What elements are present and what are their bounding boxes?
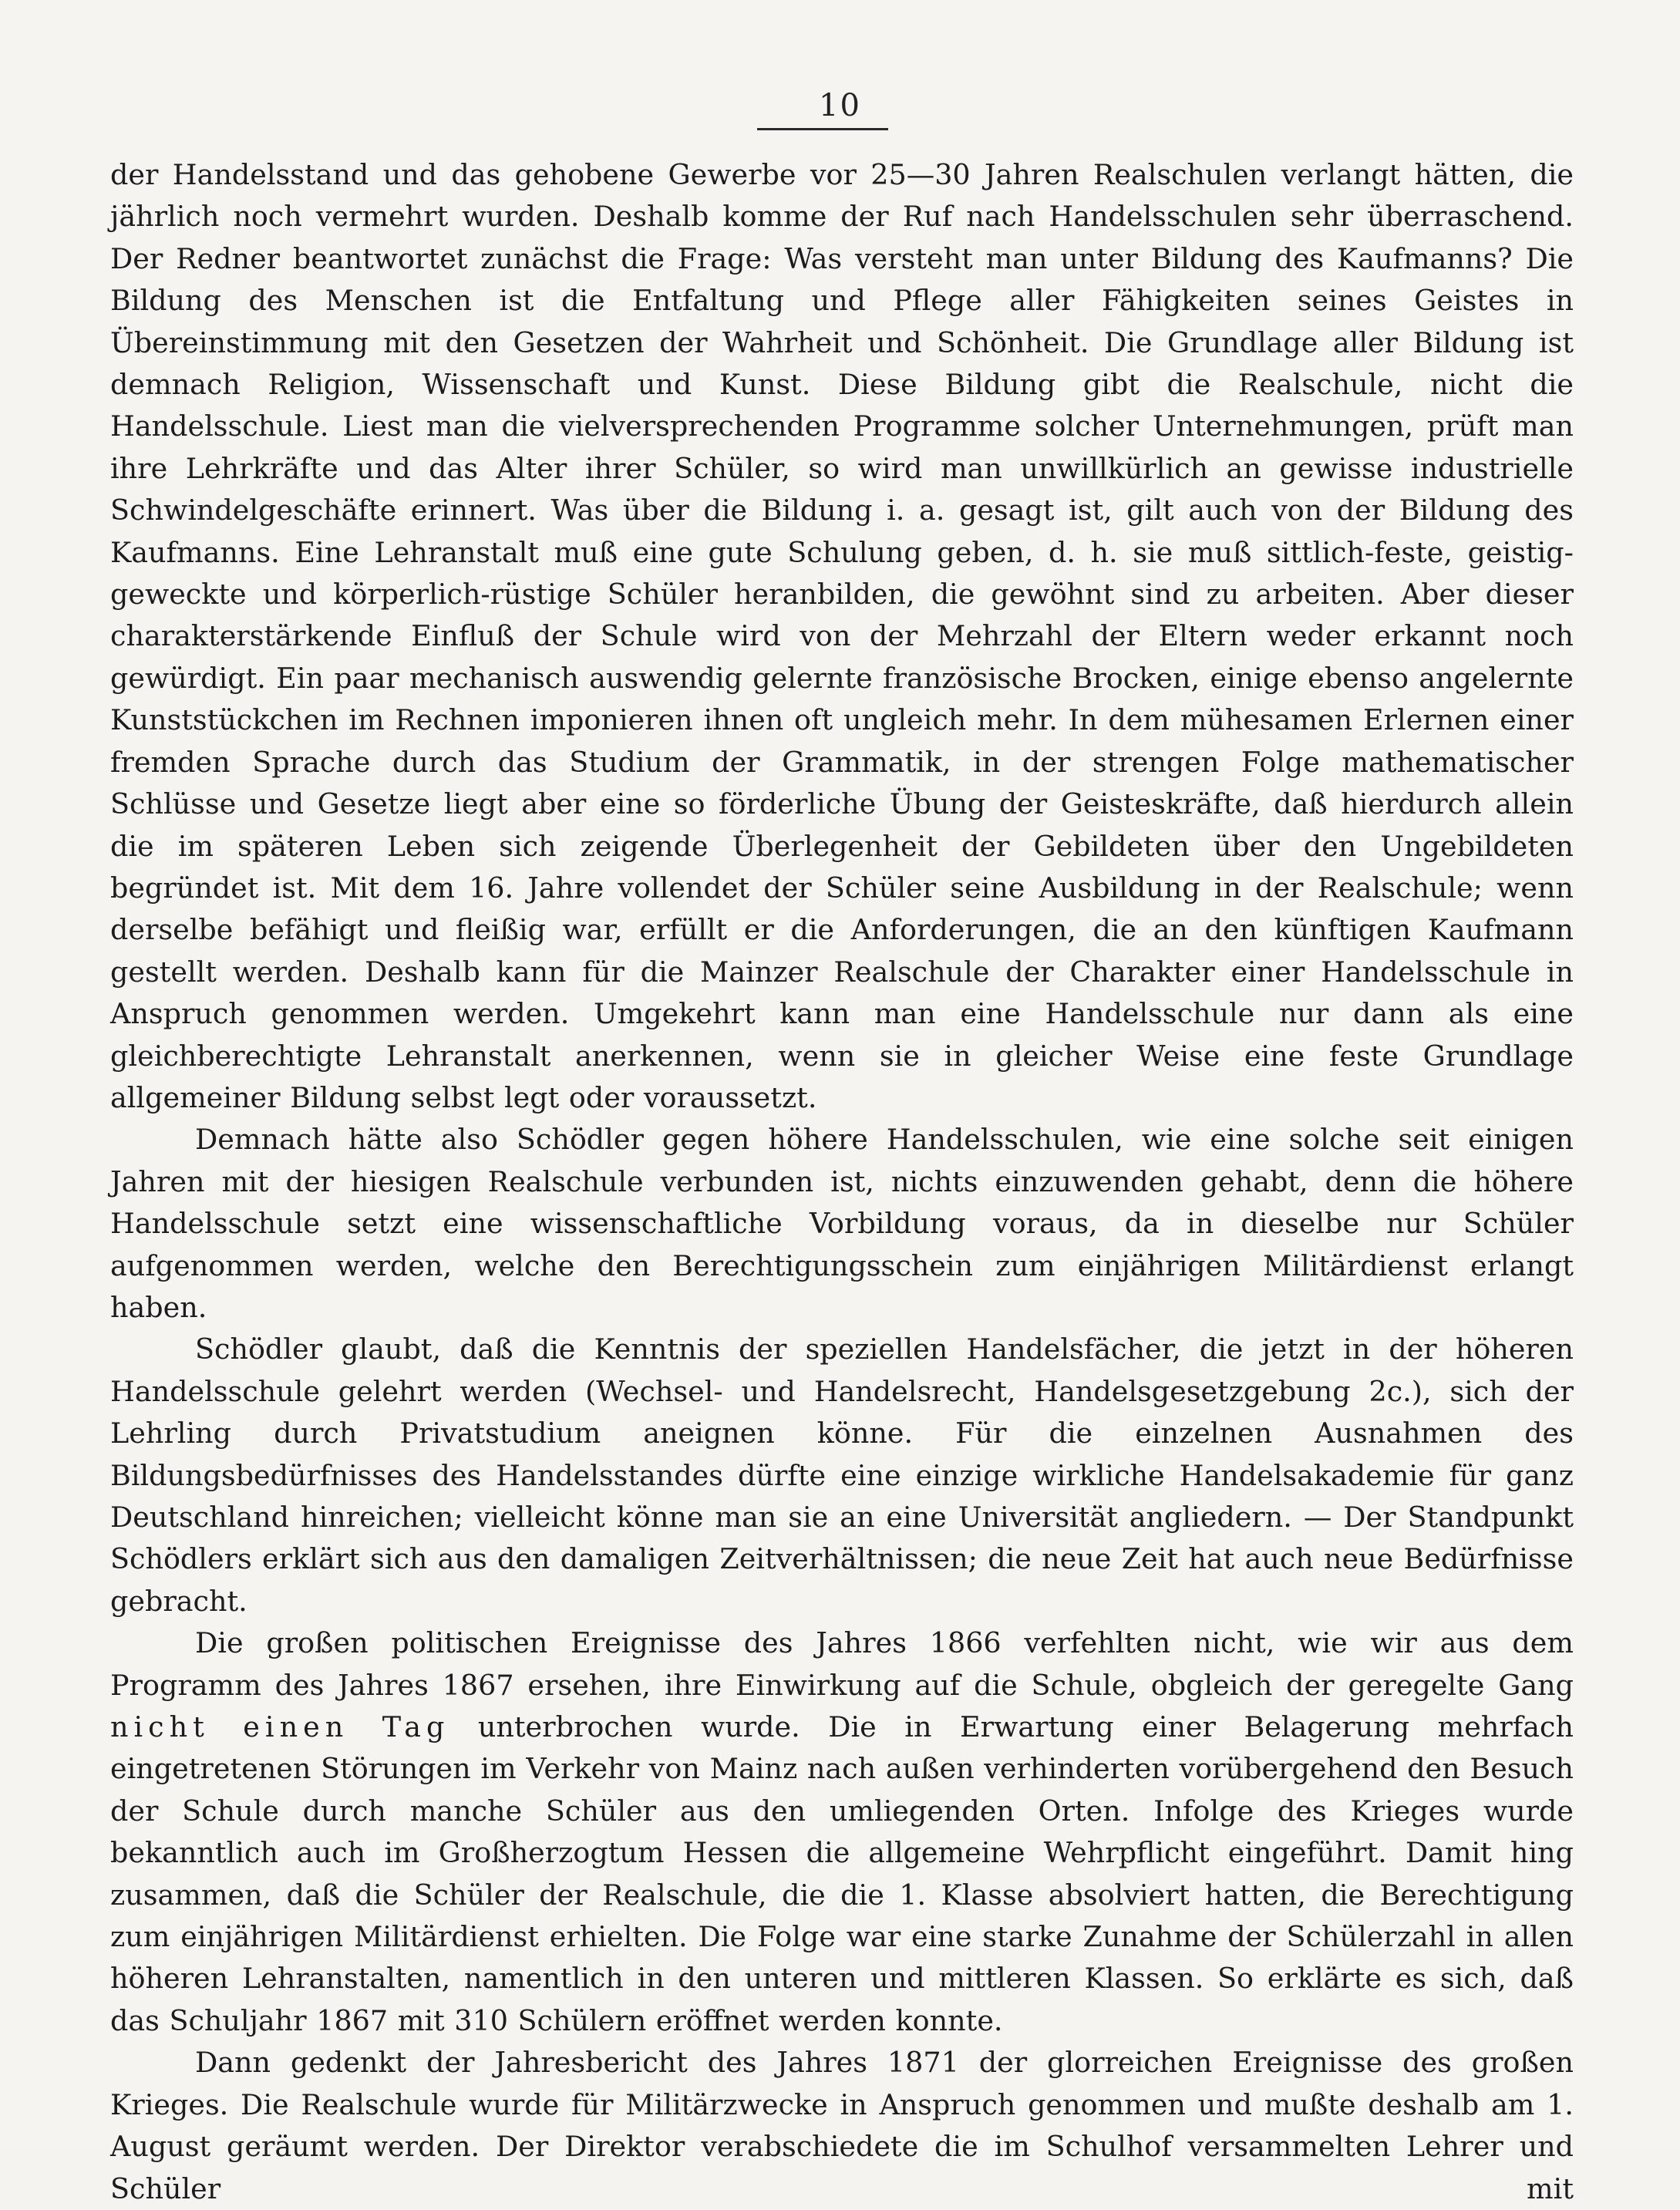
body-text <box>110 154 1574 2210</box>
header-rule <box>757 128 888 130</box>
page-header <box>0 86 1680 125</box>
paragraph-4-text-start: Die großen politischen Ereignisse des Jahres 1866 verfehlten nicht, wie wir aus dem Programm des Jahres 1867 ersehen, ihre Einwirkung auf die Schule, obgleich der geregelte Gang <box>110 1626 1574 1702</box>
paragraph-4-text-end: unterbrochen wurde. Die in Erwartung einer Belagerung mehrfach eingetretenen Störungen im Verkehr von Mainz nach außen verhinderten vorübergehend den Besuch der Schule durch manche Schüler aus den umliegenden Orten. Infolge des Krieges wurde bekanntlich auch im Großherzogtum Hessen die allgemeine Wehrpflicht eingeführt. Damit hing zusammen, daß die Schüler der Realschule, die die 1. Klasse absolviert hatten, die Berechtigung zum einjährigen Militärdienst erhielten. Die Folge war eine starke Zunahme der Schülerzahl in allen höheren Lehranstalten, namentlich in den unteren und mittleren Klassen. So erklärte es sich, daß das Schuljahr 1867 mit 310 Schülern eröffnet werden konnte. <box>110 1710 1574 2037</box>
page-number: 10 <box>819 88 861 123</box>
paragraph-4 <box>110 1622 1574 2042</box>
spaced-emphasis: nicht einen Tag <box>110 1710 450 1744</box>
paragraph-5: Dann gedenkt der Jahresbericht des Jahres 1871 der glorreichen Ereignisse des großen Krieges. Die Realschule wurde für Militärzwecke in Anspruch genommen und mußte deshalb am 1. August geräumt werden. Der Direktor verabschiedete die im Schulhof versammelten Lehrer und Schüler mit <box>110 2046 1574 2205</box>
paragraph-2: Demnach hätte also Schödler gegen höhere Handelsschulen, wie eine solche seit einigen Jahren mit der hiesigen Realschule verbunden ist, nichts einzuwenden gehabt, denn die höhere Handelsschule setzt eine wissenschaftliche Vorbildung voraus, da in dieselbe nur Schüler aufgenommen werden, welche den Berechtigungsschein zum einjährigen Militärdienst erlangt haben. <box>110 1123 1574 1324</box>
paragraph-3: Schödler glaubt, daß die Kenntnis der speziellen Handelsfächer, die jetzt in der höheren Handelsschule gelehrt werden (Wechsel- und Handelsrecht, Handelsgesetzgebung 2c.), sich der Lehrling durch Privatstudium aneignen könne. Für die einzelnen Ausnahmen des Bildungsbedürfnisses des Handelsstandes dürfte eine einzige wirkliche Handelsakademie für ganz Deutschland hinreichen; vielleicht könne man sie an eine Universität angliedern. — Der Standpunkt Schödlers erklärt sich aus den damaligen Zeitverhältnissen; die neue Zeit hat auch neue Bedürfnisse gebracht. <box>110 1332 1574 1618</box>
paragraph-1: der Handelsstand und das gehobene Gewerbe vor 25—30 Jahren Realschulen verlangt hätten, die jährlich noch vermehrt wurden. Deshalb komme der Ruf nach Handelsschulen sehr überraschend. Der Redner beantwortet zunächst die Frage: Was versteht man unter Bildung des Kaufmanns? Die Bildung des Menschen ist die Entfaltung und Pflege aller Fähigkeiten seines Geistes in Übereinstimmung mit den Gesetzen der Wahrheit und Schönheit. Die Grundlage aller Bildung ist demnach Religion, Wissenschaft und Kunst. Diese Bildung gibt die Realschule, nicht die Handelsschule. Liest man die vielversprechenden Programme solcher Unternehmungen, prüft man ihre Lehrkräfte und das Alter ihrer Schüler, so wird man unwillkürlich an gewisse industrielle Schwindelgeschäfte erinnert. Was über die Bildung i. a. gesagt ist, gilt auch von der Bildung des Kaufmanns. Eine Lehranstalt muß eine gute Schulung geben, d. h. sie muß sittlich-feste, geistig-geweckte und körperlich-rüstige Schüler heranbilden, die gewöhnt sind zu arbeiten. Aber dieser charakterstärkende Einfluß der Schule wird von der Mehrzahl der Eltern weder erkannt noch gewürdigt. Ein paar mechanisch auswendig gelernte französische Brocken, einige ebenso angelernte Kunststückchen im Rechnen imponieren ihnen oft ungleich mehr. In dem mühesamen Erlernen einer fremden Sprache durch das Studium der Grammatik, in der strengen Folge mathematischer Schlüsse und Gesetze liegt aber eine so förderliche Übung der Geisteskräfte, daß hierdurch allein die im späteren Leben sich zeigende Überlegenheit der Gebildeten über den Ungebildeten begründet ist. Mit dem 16. Jahre vollendet der Schüler seine Ausbildung in der Realschule; wenn derselbe befähigt und fleißig war, erfüllt er die Anforderungen, die an den künftigen Kaufmann gestellt werden. Deshalb kann für die Mainzer Realschule der Charakter einer Handelsschule in Anspruch genommen werden. Umgekehrt kann man eine Handelsschule nur dann als eine gleichberechtigte Lehranstalt anerkennen, wenn sie in gleicher Weise eine feste Grundlage allgemeiner Bildung selbst legt oder voraussetzt. <box>110 158 1574 1114</box>
